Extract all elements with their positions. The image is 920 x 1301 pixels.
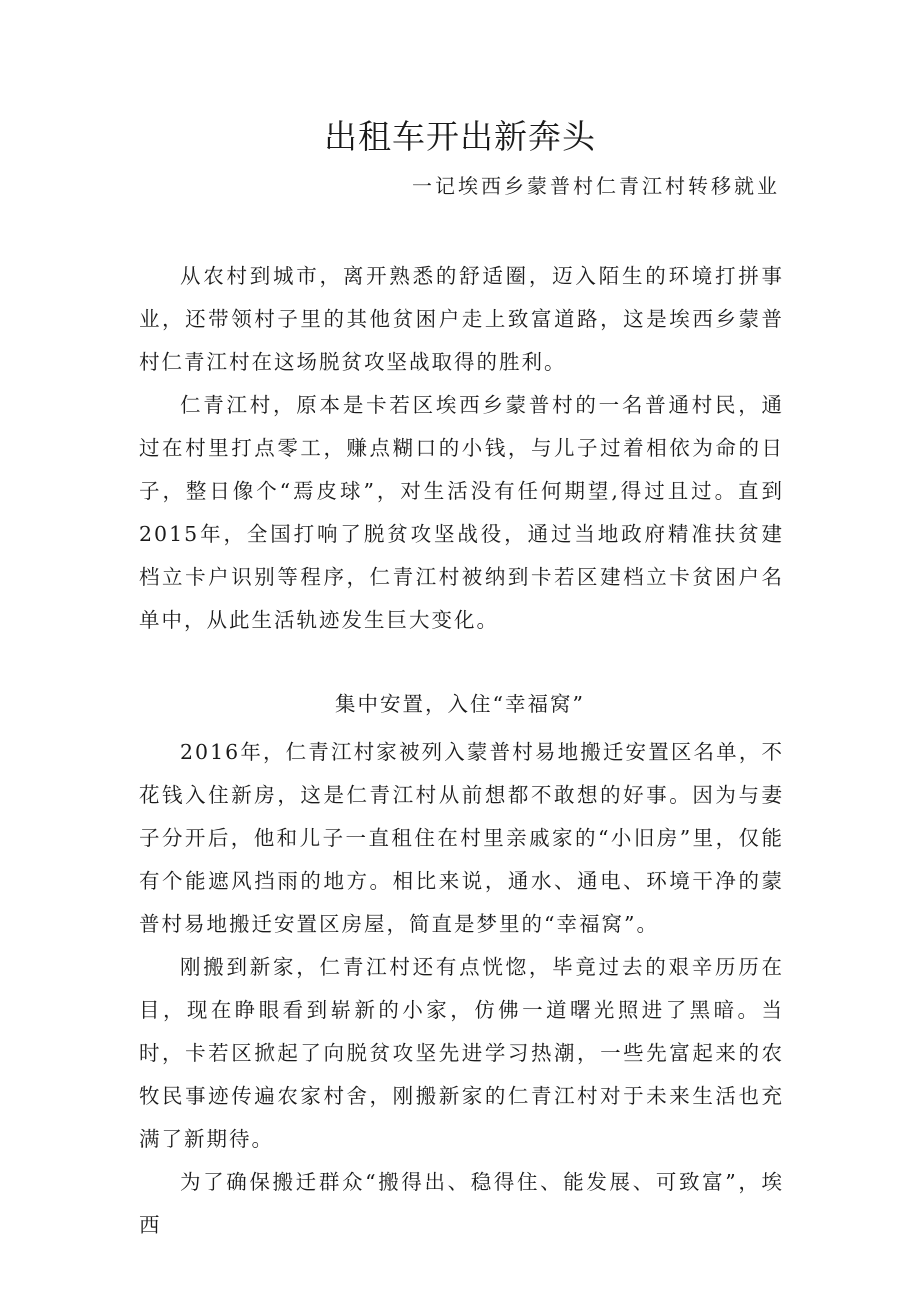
intro-section <box>139 255 784 642</box>
paragraph: 仁青江村，原本是卡若区埃西乡蒙普村的一名普通村民，通过在村里打点零工，赚点糊口的小钱，与儿子过着相依为命的日子，整日像个“焉皮球”，对生活没有任何期望,得过且过。直到2015年，全国打响了脱贫攻坚战役，通过当地政府精准扶贫建档立卡户识别等程序，仁青江村被纳到卡若区建档立卡贫困户名单中，从此生活轨迹发生巨大变化。 <box>139 393 784 632</box>
document-title: 出租车开出新奔头 <box>324 117 596 156</box>
section-heading: 集中安置，入住“幸福窝” <box>335 692 585 716</box>
paragraph: 从农村到城市，离开熟悉的舒适圈，迈入陌生的环境打拼事业，还带领村子里的其他贫困户走上致富道路，这是埃西乡蒙普村仁青江村在这场脱贫攻坚战取得的胜利。 <box>139 264 784 374</box>
document-subtitle: 一记埃西乡蒙普村仁青江村转移就业 <box>412 174 780 198</box>
paragraph: 为了确保搬迁群众“搬得出、稳得住、能发展、可致富”，埃西 <box>139 1170 784 1237</box>
paragraph: 2016年，仁青江村家被列入蒙普村易地搬迁安置区名单，不花钱入住新房，这是仁青江村从前想都不敢想的好事。因为与妻子分开后，他和儿子一直租住在村里亲戚家的“小旧房”里，仅能有个能遮风挡雨的地方。相比来说，通水、通电、环境干净的蒙普村易地搬迁安置区房屋，简直是梦里的“幸福窝”。 <box>139 740 784 936</box>
main-section <box>139 731 784 1247</box>
paragraph: 刚搬到新家，仁青江村还有点恍惚，毕竟过去的艰辛历历在目，现在睁眼看到崭新的小家，仿佛一道曙光照进了黑暗。当时，卡若区掀起了向脱贫攻坚先进学习热潮，一些先富起来的农牧民事迹传遍农家村舍，刚搬新家的仁青江村对于未来生活也充满了新期待。 <box>139 955 784 1151</box>
